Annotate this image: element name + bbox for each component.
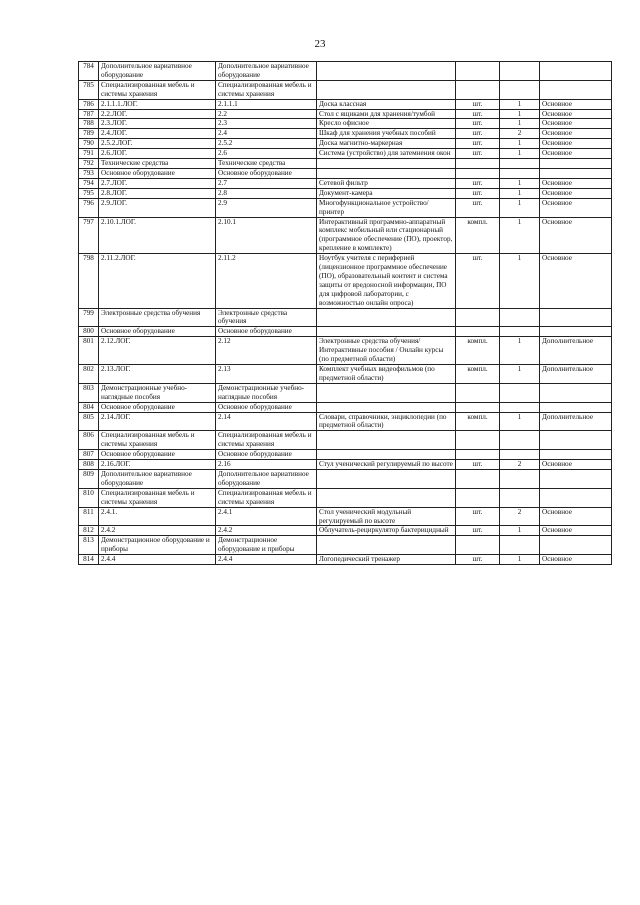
row-equipment-type: Основное bbox=[540, 119, 612, 129]
row-equipment-type: Основное bbox=[540, 526, 612, 536]
row-number: 799 bbox=[79, 308, 99, 327]
row-equipment-type bbox=[540, 159, 612, 169]
row-code: 2.11.2.ЛОГ. bbox=[99, 254, 216, 308]
table-row bbox=[79, 159, 612, 169]
row-subcode: Дополнительное вариативное оборудование bbox=[216, 469, 317, 488]
row-unit: компл. bbox=[456, 365, 500, 384]
row-quantity bbox=[500, 62, 540, 81]
row-number: 806 bbox=[79, 431, 99, 450]
row-unit: шт. bbox=[456, 507, 500, 526]
row-subcode: 2.6 bbox=[216, 149, 317, 159]
row-item-name: Словари, справочники, энциклопедии (по предметной области) bbox=[317, 412, 456, 431]
row-subcode: 2.16 bbox=[216, 460, 317, 470]
table-row bbox=[79, 62, 612, 81]
row-number: 797 bbox=[79, 217, 99, 254]
row-number: 811 bbox=[79, 507, 99, 526]
row-equipment-type: Основное bbox=[540, 555, 612, 565]
row-number: 813 bbox=[79, 536, 99, 555]
table-row bbox=[79, 412, 612, 431]
row-code: 2.9.ЛОГ. bbox=[99, 198, 216, 217]
row-quantity bbox=[500, 159, 540, 169]
row-equipment-type bbox=[540, 383, 612, 402]
row-equipment-type bbox=[540, 168, 612, 178]
row-subcode: Основное оборудование bbox=[216, 402, 317, 412]
row-subcode: 2.4.1 bbox=[216, 507, 317, 526]
row-unit: компл. bbox=[456, 412, 500, 431]
row-quantity bbox=[500, 536, 540, 555]
row-item-name bbox=[317, 383, 456, 402]
row-unit bbox=[456, 62, 500, 81]
row-subcode: 2.4.4 bbox=[216, 555, 317, 565]
row-number: 792 bbox=[79, 159, 99, 169]
row-item-name bbox=[317, 80, 456, 99]
row-unit bbox=[456, 383, 500, 402]
row-equipment-type bbox=[540, 431, 612, 450]
table-row bbox=[79, 99, 612, 109]
table-row bbox=[79, 327, 612, 337]
row-quantity: 1 bbox=[500, 198, 540, 217]
row-item-name bbox=[317, 402, 456, 412]
row-quantity: 2 bbox=[500, 507, 540, 526]
row-equipment-type: Основное bbox=[540, 507, 612, 526]
row-equipment-type bbox=[540, 80, 612, 99]
row-equipment-type bbox=[540, 327, 612, 337]
row-item-name: Система (устройство) для затемнения окон bbox=[317, 149, 456, 159]
table-row bbox=[79, 254, 612, 308]
row-code: 2.3.ЛОГ. bbox=[99, 119, 216, 129]
row-subcode: 2.8 bbox=[216, 188, 317, 198]
table-row bbox=[79, 469, 612, 488]
table-row bbox=[79, 337, 612, 365]
row-item-name: Шкаф для хранения учебных пособий bbox=[317, 129, 456, 139]
row-quantity: 1 bbox=[500, 178, 540, 188]
row-quantity bbox=[500, 402, 540, 412]
row-equipment-type: Дополнительное bbox=[540, 337, 612, 365]
table-row bbox=[79, 217, 612, 254]
row-quantity bbox=[500, 327, 540, 337]
row-number: 787 bbox=[79, 109, 99, 119]
row-code: 2.4.4 bbox=[99, 555, 216, 565]
row-equipment-type: Основное bbox=[540, 178, 612, 188]
row-quantity: 1 bbox=[500, 109, 540, 119]
row-subcode: 2.2 bbox=[216, 109, 317, 119]
row-item-name bbox=[317, 308, 456, 327]
row-code: 2.5.2.ЛОГ. bbox=[99, 139, 216, 149]
row-equipment-type: Основное bbox=[540, 460, 612, 470]
row-number: 808 bbox=[79, 460, 99, 470]
row-equipment-type: Основное bbox=[540, 198, 612, 217]
row-quantity: 1 bbox=[500, 365, 540, 384]
row-code: 2.4.1. bbox=[99, 507, 216, 526]
row-code: Специализированная мебель и системы хранения bbox=[99, 431, 216, 450]
row-equipment-type bbox=[540, 450, 612, 460]
table-row bbox=[79, 555, 612, 565]
row-code: 2.7.ЛОГ. bbox=[99, 178, 216, 188]
row-equipment-type bbox=[540, 402, 612, 412]
row-subcode: Специализированная мебель и системы хранения bbox=[216, 488, 317, 507]
row-unit: шт. bbox=[456, 178, 500, 188]
table-row bbox=[79, 149, 612, 159]
row-quantity: 1 bbox=[500, 119, 540, 129]
table-row bbox=[79, 488, 612, 507]
row-code: 2.13.ЛОГ. bbox=[99, 365, 216, 384]
row-number: 793 bbox=[79, 168, 99, 178]
row-item-name bbox=[317, 62, 456, 81]
table-row bbox=[79, 188, 612, 198]
row-subcode: Электронные средства обучения bbox=[216, 308, 317, 327]
row-number: 807 bbox=[79, 450, 99, 460]
row-subcode: Демонстрационное оборудование и приборы bbox=[216, 536, 317, 555]
row-subcode: 2.11.2 bbox=[216, 254, 317, 308]
row-code: 2.6.ЛОГ. bbox=[99, 149, 216, 159]
row-quantity: 1 bbox=[500, 188, 540, 198]
row-quantity bbox=[500, 431, 540, 450]
row-item-name: Доска магнитно-маркерная bbox=[317, 139, 456, 149]
row-unit bbox=[456, 536, 500, 555]
table-row bbox=[79, 168, 612, 178]
row-code: 2.14.ЛОГ. bbox=[99, 412, 216, 431]
row-quantity bbox=[500, 308, 540, 327]
row-unit: шт. bbox=[456, 129, 500, 139]
row-unit bbox=[456, 80, 500, 99]
row-code: 2.4.ЛОГ. bbox=[99, 129, 216, 139]
row-code: 2.8.ЛОГ. bbox=[99, 188, 216, 198]
row-unit bbox=[456, 450, 500, 460]
row-code: Основное оборудование bbox=[99, 402, 216, 412]
row-item-name bbox=[317, 159, 456, 169]
row-quantity: 1 bbox=[500, 254, 540, 308]
row-subcode: 2.4.2 bbox=[216, 526, 317, 536]
row-item-name: Стул ученический регулируемый по высоте bbox=[317, 460, 456, 470]
row-subcode: 2.10.1 bbox=[216, 217, 317, 254]
table-row bbox=[79, 450, 612, 460]
row-item-name: Комплект учебных видеофильмов (по предметной области) bbox=[317, 365, 456, 384]
table-row bbox=[79, 178, 612, 188]
row-unit: шт. bbox=[456, 109, 500, 119]
row-code: 2.16.ЛОГ. bbox=[99, 460, 216, 470]
row-item-name: Многофункциональное устройство/принтер bbox=[317, 198, 456, 217]
row-unit: шт. bbox=[456, 149, 500, 159]
row-item-name: Стол с ящиками для хранения/тумбой bbox=[317, 109, 456, 119]
row-quantity bbox=[500, 168, 540, 178]
table-row bbox=[79, 198, 612, 217]
table-row bbox=[79, 129, 612, 139]
row-equipment-type bbox=[540, 62, 612, 81]
row-number: 810 bbox=[79, 488, 99, 507]
row-unit: шт. bbox=[456, 555, 500, 565]
row-number: 798 bbox=[79, 254, 99, 308]
row-equipment-type bbox=[540, 308, 612, 327]
row-item-name: Документ-камера bbox=[317, 188, 456, 198]
row-number: 790 bbox=[79, 139, 99, 149]
row-code: Дополнительное вариативное оборудование bbox=[99, 62, 216, 81]
row-item-name: Электронные средства обучения/Интерактивные пособия / Онлайн курсы (по предметной области) bbox=[317, 337, 456, 365]
row-equipment-type: Дополнительное bbox=[540, 365, 612, 384]
row-number: 795 bbox=[79, 188, 99, 198]
row-equipment-type: Основное bbox=[540, 217, 612, 254]
row-item-name: Сетевой фильтр bbox=[317, 178, 456, 188]
table-row bbox=[79, 365, 612, 384]
row-code: Электронные средства обучения bbox=[99, 308, 216, 327]
table-row bbox=[79, 119, 612, 129]
table-row bbox=[79, 308, 612, 327]
row-subcode: Технические средства bbox=[216, 159, 317, 169]
row-unit bbox=[456, 431, 500, 450]
row-subcode: Основное оборудование bbox=[216, 327, 317, 337]
row-item-name: Доска классная bbox=[317, 99, 456, 109]
row-item-name: Облучатель-рециркулятор бактерицидный bbox=[317, 526, 456, 536]
row-code: 2.12.ЛОГ. bbox=[99, 337, 216, 365]
row-code: 2.1.1.1.ЛОГ. bbox=[99, 99, 216, 109]
row-number: 800 bbox=[79, 327, 99, 337]
table-body bbox=[79, 62, 612, 565]
table-row bbox=[79, 526, 612, 536]
row-number: 789 bbox=[79, 129, 99, 139]
row-unit bbox=[456, 159, 500, 169]
row-subcode: 2.14 bbox=[216, 412, 317, 431]
row-code: Демонстрационные учебно-наглядные пособия bbox=[99, 383, 216, 402]
row-equipment-type: Основное bbox=[540, 109, 612, 119]
row-quantity bbox=[500, 450, 540, 460]
row-equipment-type bbox=[540, 469, 612, 488]
table-row bbox=[79, 109, 612, 119]
row-unit: компл. bbox=[456, 217, 500, 254]
row-code: Основное оборудование bbox=[99, 168, 216, 178]
row-code: Дополнительное вариативное оборудование bbox=[99, 469, 216, 488]
equipment-table bbox=[78, 61, 612, 565]
row-quantity bbox=[500, 383, 540, 402]
row-unit: шт. bbox=[456, 99, 500, 109]
row-item-name bbox=[317, 469, 456, 488]
row-number: 801 bbox=[79, 337, 99, 365]
row-unit bbox=[456, 469, 500, 488]
row-code: Специализированная мебель и системы хранения bbox=[99, 80, 216, 99]
row-number: 804 bbox=[79, 402, 99, 412]
row-subcode: Специализированная мебель и системы хранения bbox=[216, 80, 317, 99]
row-subcode: Основное оборудование bbox=[216, 450, 317, 460]
row-equipment-type: Основное bbox=[540, 99, 612, 109]
row-unit: шт. bbox=[456, 188, 500, 198]
row-unit bbox=[456, 402, 500, 412]
row-subcode: Специализированная мебель и системы хранения bbox=[216, 431, 317, 450]
row-equipment-type bbox=[540, 536, 612, 555]
row-item-name: Стол ученический модульный регулируемый по высоте bbox=[317, 507, 456, 526]
row-number: 785 bbox=[79, 80, 99, 99]
row-subcode: Основное оборудование bbox=[216, 168, 317, 178]
row-item-name: Логопедический тренажер bbox=[317, 555, 456, 565]
row-number: 812 bbox=[79, 526, 99, 536]
row-number: 786 bbox=[79, 99, 99, 109]
row-quantity: 1 bbox=[500, 337, 540, 365]
row-quantity: 1 bbox=[500, 555, 540, 565]
row-subcode: Дополнительное вариативное оборудование bbox=[216, 62, 317, 81]
row-subcode: 2.9 bbox=[216, 198, 317, 217]
table-row bbox=[79, 431, 612, 450]
table-row bbox=[79, 139, 612, 149]
row-equipment-type: Основное bbox=[540, 254, 612, 308]
row-unit bbox=[456, 327, 500, 337]
row-code: Специализированная мебель и системы хранения bbox=[99, 488, 216, 507]
row-unit: шт. bbox=[456, 139, 500, 149]
row-subcode: 2.3 bbox=[216, 119, 317, 129]
row-quantity: 1 bbox=[500, 99, 540, 109]
row-item-name bbox=[317, 536, 456, 555]
row-code: Технические средства bbox=[99, 159, 216, 169]
row-code: 2.10.1.ЛОГ. bbox=[99, 217, 216, 254]
row-equipment-type bbox=[540, 488, 612, 507]
row-code: Основное оборудование bbox=[99, 327, 216, 337]
row-quantity: 2 bbox=[500, 460, 540, 470]
table-row bbox=[79, 536, 612, 555]
row-number: 784 bbox=[79, 62, 99, 81]
row-number: 814 bbox=[79, 555, 99, 565]
row-equipment-type: Основное bbox=[540, 139, 612, 149]
row-equipment-type: Дополнительное bbox=[540, 412, 612, 431]
row-equipment-type: Основное bbox=[540, 149, 612, 159]
row-subcode: Демонстрационные учебно-наглядные пособия bbox=[216, 383, 317, 402]
row-code: 2.4.2 bbox=[99, 526, 216, 536]
row-unit: шт. bbox=[456, 198, 500, 217]
row-quantity: 1 bbox=[500, 139, 540, 149]
row-unit bbox=[456, 488, 500, 507]
row-unit: шт. bbox=[456, 119, 500, 129]
row-item-name bbox=[317, 168, 456, 178]
table-row bbox=[79, 383, 612, 402]
row-quantity: 1 bbox=[500, 526, 540, 536]
row-item-name: Ноутбук учителя с периферией (лицензионное программное обеспечение (ПО), образовательный контент и система защиты от вредоносной информации, ПО для цифровой лаборатории, с возможностью онлайн опроса) bbox=[317, 254, 456, 308]
row-item-name bbox=[317, 431, 456, 450]
row-number: 788 bbox=[79, 119, 99, 129]
row-number: 809 bbox=[79, 469, 99, 488]
row-quantity: 1 bbox=[500, 217, 540, 254]
table-row bbox=[79, 507, 612, 526]
row-number: 796 bbox=[79, 198, 99, 217]
row-item-name: Интерактивный программно-аппаратный комплекс мобильный или стационарный (программное обеспечение (ПО), проектор, крепление в комплекте) bbox=[317, 217, 456, 254]
row-number: 794 bbox=[79, 178, 99, 188]
row-item-name bbox=[317, 327, 456, 337]
row-item-name: Кресло офисное bbox=[317, 119, 456, 129]
row-code: Демонстрационное оборудование и приборы bbox=[99, 536, 216, 555]
row-unit: шт. bbox=[456, 254, 500, 308]
row-equipment-type: Основное bbox=[540, 188, 612, 198]
row-number: 803 bbox=[79, 383, 99, 402]
row-code: Основное оборудование bbox=[99, 450, 216, 460]
row-subcode: 2.7 bbox=[216, 178, 317, 188]
row-unit: шт. bbox=[456, 526, 500, 536]
row-number: 802 bbox=[79, 365, 99, 384]
row-quantity bbox=[500, 469, 540, 488]
row-number: 791 bbox=[79, 149, 99, 159]
row-item-name bbox=[317, 450, 456, 460]
row-subcode: 2.1.1.1 bbox=[216, 99, 317, 109]
row-unit bbox=[456, 308, 500, 327]
row-unit: компл. bbox=[456, 337, 500, 365]
row-equipment-type: Основное bbox=[540, 129, 612, 139]
table-row bbox=[79, 402, 612, 412]
row-unit bbox=[456, 168, 500, 178]
table-row bbox=[79, 80, 612, 99]
row-number: 805 bbox=[79, 412, 99, 431]
row-subcode: 2.5.2 bbox=[216, 139, 317, 149]
row-quantity bbox=[500, 488, 540, 507]
table-row bbox=[79, 460, 612, 470]
row-quantity bbox=[500, 80, 540, 99]
row-subcode: 2.13 bbox=[216, 365, 317, 384]
row-subcode: 2.12 bbox=[216, 337, 317, 365]
row-code: 2.2.ЛОГ. bbox=[99, 109, 216, 119]
row-item-name bbox=[317, 488, 456, 507]
row-subcode: 2.4 bbox=[216, 129, 317, 139]
row-quantity: 1 bbox=[500, 149, 540, 159]
page-number: 23 bbox=[314, 38, 326, 50]
row-quantity: 2 bbox=[500, 129, 540, 139]
row-unit: шт. bbox=[456, 460, 500, 470]
row-quantity: 1 bbox=[500, 412, 540, 431]
